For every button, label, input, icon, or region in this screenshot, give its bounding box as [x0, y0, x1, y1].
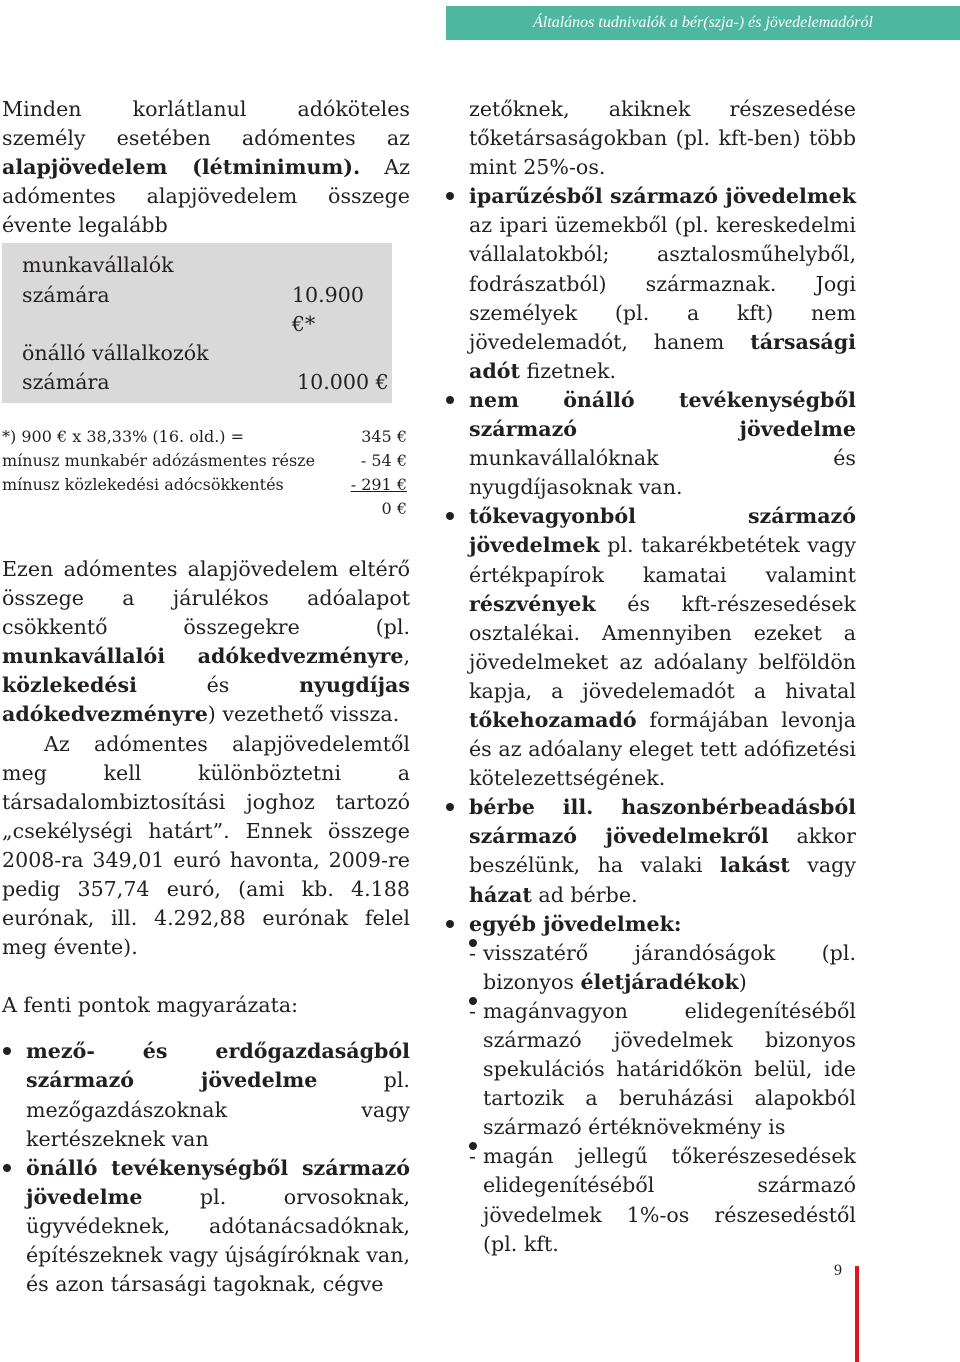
page-number: 9: [834, 1262, 842, 1279]
intro-paragraph: Minden korlátlanul adóköteles személy esetében adómentes az alapjövedelem (létminimum). Az adómentes alapjövedelem összege évente legalább: [2, 97, 410, 238]
list-item: bérbe ill. haszonbérbeadásból származó jövedelmekről akkor beszélünk, ha valaki lakást vagy házat ad bérbe.: [445, 793, 856, 909]
income-types-list-continued: [445, 182, 856, 1258]
right-column: [445, 95, 856, 1259]
calculation-footnote: [2, 425, 407, 521]
list-item: nem önálló tevékenységből származó jövedelme munkavállalóknak és nyugdíjasoknak van.: [445, 386, 856, 502]
box-row-employees-amount: számára 10.900 €*: [22, 282, 364, 336]
allowance-box: [2, 243, 392, 402]
calc-row: mínusz munkabér adózásmentes része - 54 €: [2, 450, 407, 470]
left-column: [2, 95, 410, 1299]
calc-row: *) 900 € x 38,33% (16. old.) = 345 €: [2, 426, 407, 446]
running-header: Általános tudnivalók a bér(szja-) és jövedelemadóról: [446, 6, 960, 40]
list-item: tőkevagyonból származó jövedelmek pl. takarékbetétek vagy értékpapírok kamatai valamint részvények és kft-részesedések osztalékai. Amennyiben ezeket a jövedelmeket az adóalany belföldön kapja, a jövedelemadót a hivatal tőkehozamadó formájában levonja és az adóalany eleget tett adófizetési kötelezettségének.: [445, 502, 856, 793]
calc-row: mínusz közlekedési adócsökkentés - 291 €: [2, 474, 407, 494]
box-row-employees: munkavállalók: [22, 253, 174, 278]
threshold-paragraph: Az adómentes alapjövedelemtől meg kell különböztetni a társadalombiztosítási joghoz tartozó „csekélységi határt”. Ennek összege 2008-ra 349,01 euró havonta, 2009-re pedig 357,74 euró, (ami kb. 4.188 eurónak, ill. 4.292,88 eurónak felel meg évente).: [2, 731, 410, 960]
accent-bar: [855, 1266, 859, 1362]
list-item: iparűzésből származó jövedelmek az ipari üzemekből (pl. kereskedelmi vállalatokból; asztalosműhelyből, fodrászatból) származnak. Jogi személyek (pl. a kft) nem jövedelemadót, hanem társasági adót fizetnek.: [445, 182, 856, 386]
box-row-self-employed: önálló vállalkozók: [22, 340, 209, 365]
list-item: mező- és erdőgazdaságból származó jövedelme pl. mezőgazdászoknak vagy kertészeknek van: [2, 1037, 410, 1153]
sublist-item: - magánvagyon elidegenítéséből származó jövedelmek bizonyos spekulációs határidőkön belül, ide tartozik a beruházási alapokból származó értéknövekmény is: [469, 997, 856, 1142]
explanation-heading: A fenti pontok magyarázata:: [2, 993, 299, 1018]
deduction-paragraph: Ezen adómentes alapjövedelem eltérő összege a járulékos adóalapot csökkentő összegekre (pl. munkavállalói adókedvezményre, közlekedési és nyugdíjas adókedvezményre) vezethető vissza.: [2, 556, 410, 727]
list-item: egyéb jövedelmek: - visszatérő járandóságok (pl. bizonyos életjáradékok) - magánvagyon elidegenítéséből származó jövedelmek bizonyos spekulációs határidőkön belül, ide tartozik a beruházási alapokból származó értéknövekmény is - magán jellegű tőkerészesedések elidegenítéséből származó jövedelmek 1%-os részesedéstől (pl. kft.: [445, 910, 856, 1259]
sublist-item: - magán jellegű tőkerészesedések elidegenítéséből származó jövedelmek 1%-os részesedéstől (pl. kft.: [469, 1142, 856, 1258]
income-types-list: [2, 1037, 410, 1299]
sublist-item: - visszatérő járandóságok (pl. bizonyos életjáradékok): [469, 939, 856, 997]
continued-text: zetőknek, akiknek részesedése tőketársaságokban (pl. kft-ben) több mint 25%-os.: [469, 97, 856, 180]
calc-row-total: 0 €: [381, 498, 407, 518]
box-row-self-employed-amount: számára 10.000 €: [22, 369, 389, 394]
other-income-sublist: [469, 939, 856, 1259]
list-item: önálló tevékenységből származó jövedelme pl. orvosoknak, ügyvédeknek, adótanácsadóknak, építészeknek vagy újságíróknak van, és azon társasági tagoknak, cégve: [2, 1154, 410, 1299]
